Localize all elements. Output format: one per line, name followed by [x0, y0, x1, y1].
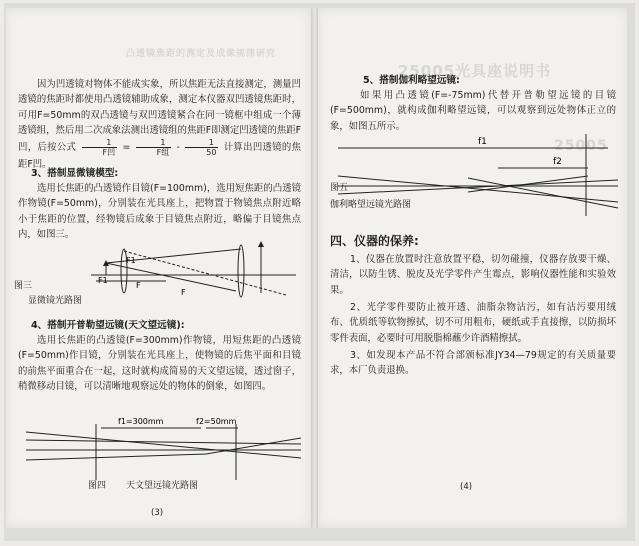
heading-kepler: 4、搭制开普勒望远镜(天文望远镜):	[31, 320, 185, 331]
bleed-through-side: 25005	[554, 138, 608, 154]
fig4-caption: 天文望远镜光路图	[126, 481, 199, 491]
care-item-1: 1、仪器在放置时注意放置平稳，切勿碰撞，仪器存放要干燥、清洁，以防生锈、脱皮及光学零件产生霉点，影响仪器性能和实验效果。	[330, 254, 616, 296]
ray-2	[26, 440, 301, 444]
ray-2	[338, 180, 618, 194]
label-f1-b: F1	[98, 276, 108, 285]
paragraph-microscope: 选用长焦距的凸透镜作目镜(F=100mm)，选用短焦距的凸透镜作物镜(F=50mm)，分别装在光具座上，把物置于物镜焦点附近略小于焦距的位置，经物镜后成象于目镜焦点附近，略偏于目镜焦点内，如图三。	[18, 183, 301, 240]
fig3-caption-number: 图三	[14, 281, 33, 291]
ray-2	[106, 263, 236, 291]
eyepiece-lens	[238, 245, 244, 297]
left-page	[6, 8, 311, 528]
heading-microscope: 3、搭制显微镜模型:	[31, 168, 119, 179]
label-f: F	[181, 288, 186, 297]
book-gutter	[311, 8, 318, 528]
heading-galileo: 5、搭制伽利略望远镜:	[363, 75, 460, 86]
bleed-through-text: 凸透镜焦距的测定及成像规律研究	[126, 49, 277, 59]
page-number: (4)	[460, 482, 473, 492]
fig3-caption: 显微镜光路图	[28, 296, 83, 306]
label-f2: f2	[553, 157, 562, 167]
paragraph-kepler: 选用长焦距的凸透镜(F=300mm)作物镜，用短焦距的凸透镜(F=50mm)作目镜，分别装在光具座上，使物镜的后焦平面和目镜的前焦平面重合在一起，这时就构成简易的天文望远镜，透过窗子，稍微移动目镜，可以清晰地观察远处的物体的倒象，如图四。	[18, 335, 301, 392]
ray-4	[206, 438, 301, 454]
formula-fraction-3: $\frac{1}{50}$	[185, 138, 218, 157]
care-item-3: 3、如发现本产品不符合部颁标准JY34—79规定的有关质量要求，本厂负责退换。	[330, 350, 616, 377]
section-heading-maintenance: 四、仪器的保养:	[330, 234, 419, 248]
care-item-2: 2、光学零件要防止被开透、油脂杂物沾污，如有沾污要用绒布、优质纸等软物擦拭，切不可用粗布，硬纸或手直接擦，以防损坏零件表面，必要时可用脱脂棉蘸少许酒精擦拭。	[330, 302, 616, 344]
fig4-caption-number: 图四	[88, 481, 107, 491]
paragraph-galileo: 如果用凸透镜(F=-75mm)代替开普勒望远镜的目镜(F=500mm)，就构成伽利略望远镜，可以观察到远处物体正立的象，如图五所示。	[330, 90, 616, 132]
label-f2: f2=50mm	[196, 417, 237, 426]
right-page	[318, 8, 627, 528]
ray-dashed	[124, 251, 286, 295]
label-f-b: F	[136, 281, 141, 290]
image-arrow-head	[258, 241, 264, 247]
formula-fraction-1: $\frac{1}{\text{F凹}}$	[82, 138, 118, 157]
paragraph-intro: 因为凹透镜对物体不能成实象，所以焦距无法直接测定，测量凹透镜的焦距时都使用凸透镜辅助成象，测定本仪器双凹透镜焦距时，可用F=50mm的双凸透镜与双凹透镜紧合在同一镜框中组成一个薄透镜组，然后用二次成象法测出透镜组的焦距F即测定凹透镜的焦距F凹，后按公式 $\frac{1}{\text{F凹}}$ = $\frac{1}{\text{F组}}$ - $\frac{1}{50}$ 计算出凹透镜的焦距F凹。	[18, 79, 302, 171]
page-number: (3)	[151, 508, 164, 518]
label-f1: f1	[478, 137, 487, 147]
label-f1: F1	[126, 256, 136, 265]
label-f1: f1=300mm	[118, 417, 164, 426]
ray-3	[26, 454, 206, 460]
fig5-caption-number: 图五	[330, 183, 349, 193]
formula-fraction-2: $\frac{1}{\text{F组}}$	[136, 138, 172, 157]
bleed-through-title: 25005光具座说明书	[398, 62, 552, 80]
fig5-caption: 伽利略望远镜光路图	[330, 200, 412, 210]
